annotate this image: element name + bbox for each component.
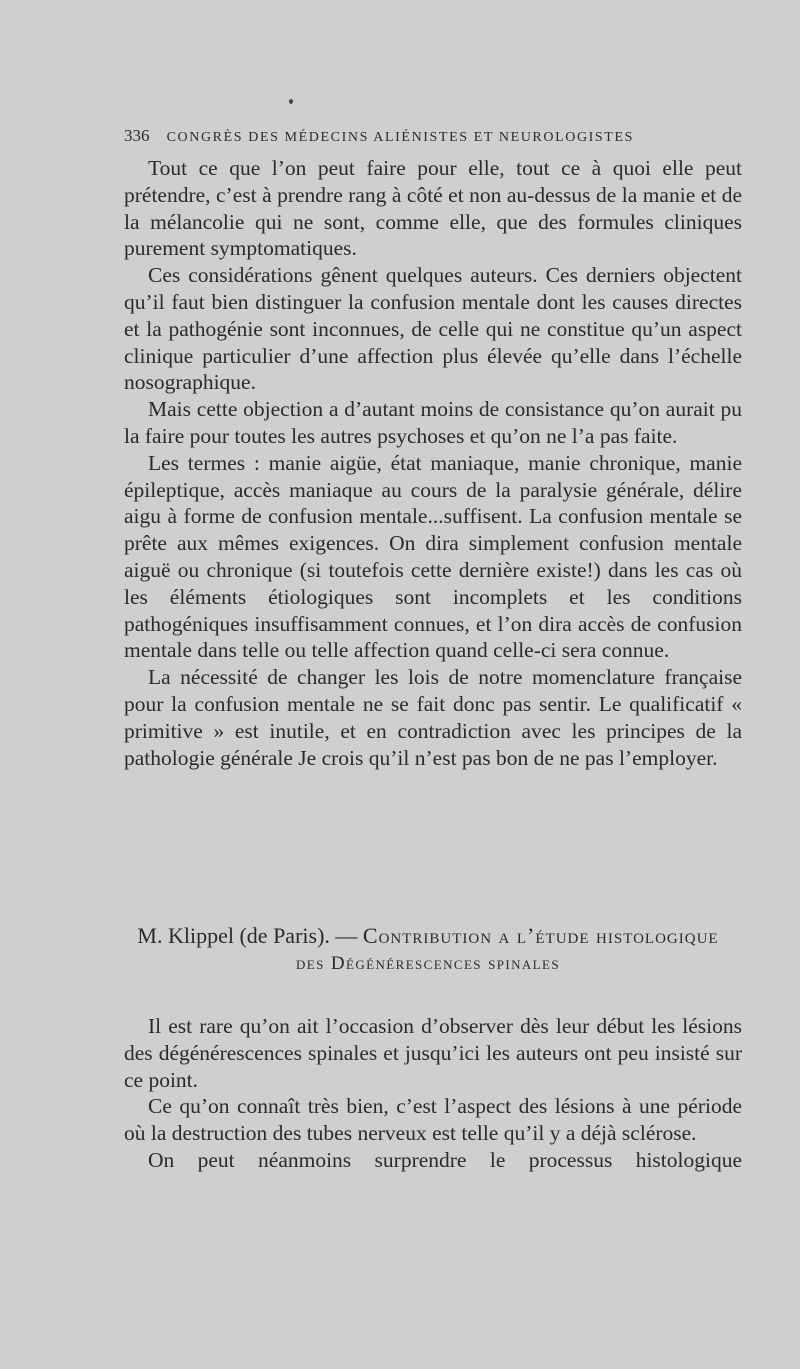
paragraph: Ces considérations gênent quelques auteurs. Ces derniers objectent qu’il faut bien distinguer la confusion mentale dont les causes directes et la pathogénie sont inconnues, de celle qui ne constitue qu’un aspect clinique particulier d’une affection plus élevée qu’elle dans l’échelle nosographique. [124,263,742,395]
page-number: 336 [124,126,150,145]
running-head [124,126,684,150]
paragraph: On peut néanmoins surprendre le processus histologique [148,1147,742,1172]
section-author: M. Klippel (de Paris). — [137,923,358,948]
section-title-line2: des Dégénérescences spinales [296,953,560,974]
paragraph: Tout ce que l’on peut faire pour elle, tout ce à quoi elle peut prétendre, c’est à prendre rang à côté et non au-dessus de la manie et de la mélancolie qui ne sont, comme elle, que des formules cliniques purement symptomatiques. [124,156,742,261]
ink-speck [289,99,293,104]
section-heading [100,922,756,978]
paragraph: La nécessité de changer les lois de notre momenclature française pour la confusion mentale ne se fait donc pas sentir. Le qualificatif « primitive » est inutile, et en contradiction avec les principes de la pathologie générale Je crois qu’il n’est pas bon de ne pas l’employer. [124,665,742,770]
paragraph: Il est rare qu’on ait l’occasion d’observer dès leur début les lésions des dégénérescences spinales et jusqu’ici les auteurs ont peu insisté sur ce point. [124,1014,742,1092]
paragraph: Les termes : manie aigüe, état maniaque, manie chronique, manie épileptique, accès maniaque au cours de la paralysie générale, délire aigu à forme de confusion mentale...suffisent. La confusion mentale se prête aux mêmes exigences. On dira simplement confusion mentale aiguë ou chronique (si toutefois cette dernière existe!) dans les cas où les éléments étiologiques sont incomplets et les conditions pathogéniques insuffisamment connues, et l’on dira accès de confusion mentale dans telle ou telle affection quand celle-ci sera connue. [124,450,742,663]
body-text [124,155,742,771]
section-text [124,1013,742,1174]
section-title-line1: Contribution a l’étude histologique [362,923,719,948]
paragraph: Ce qu’on connaît très bien, c’est l’aspect des lésions à une période où la destruction des tubes nerveux est telle qu’il y a déjà sclérose. [124,1094,742,1146]
paragraph: Mais cette objection a d’autant moins de consistance qu’on aurait pu la faire pour toutes les autres psychoses et qu’on ne l’a pas faite. [124,397,742,448]
running-head-title: CONGRÈS DES MÉDECINS ALIÉNISTES ET NEUROLOGISTES [166,130,634,145]
